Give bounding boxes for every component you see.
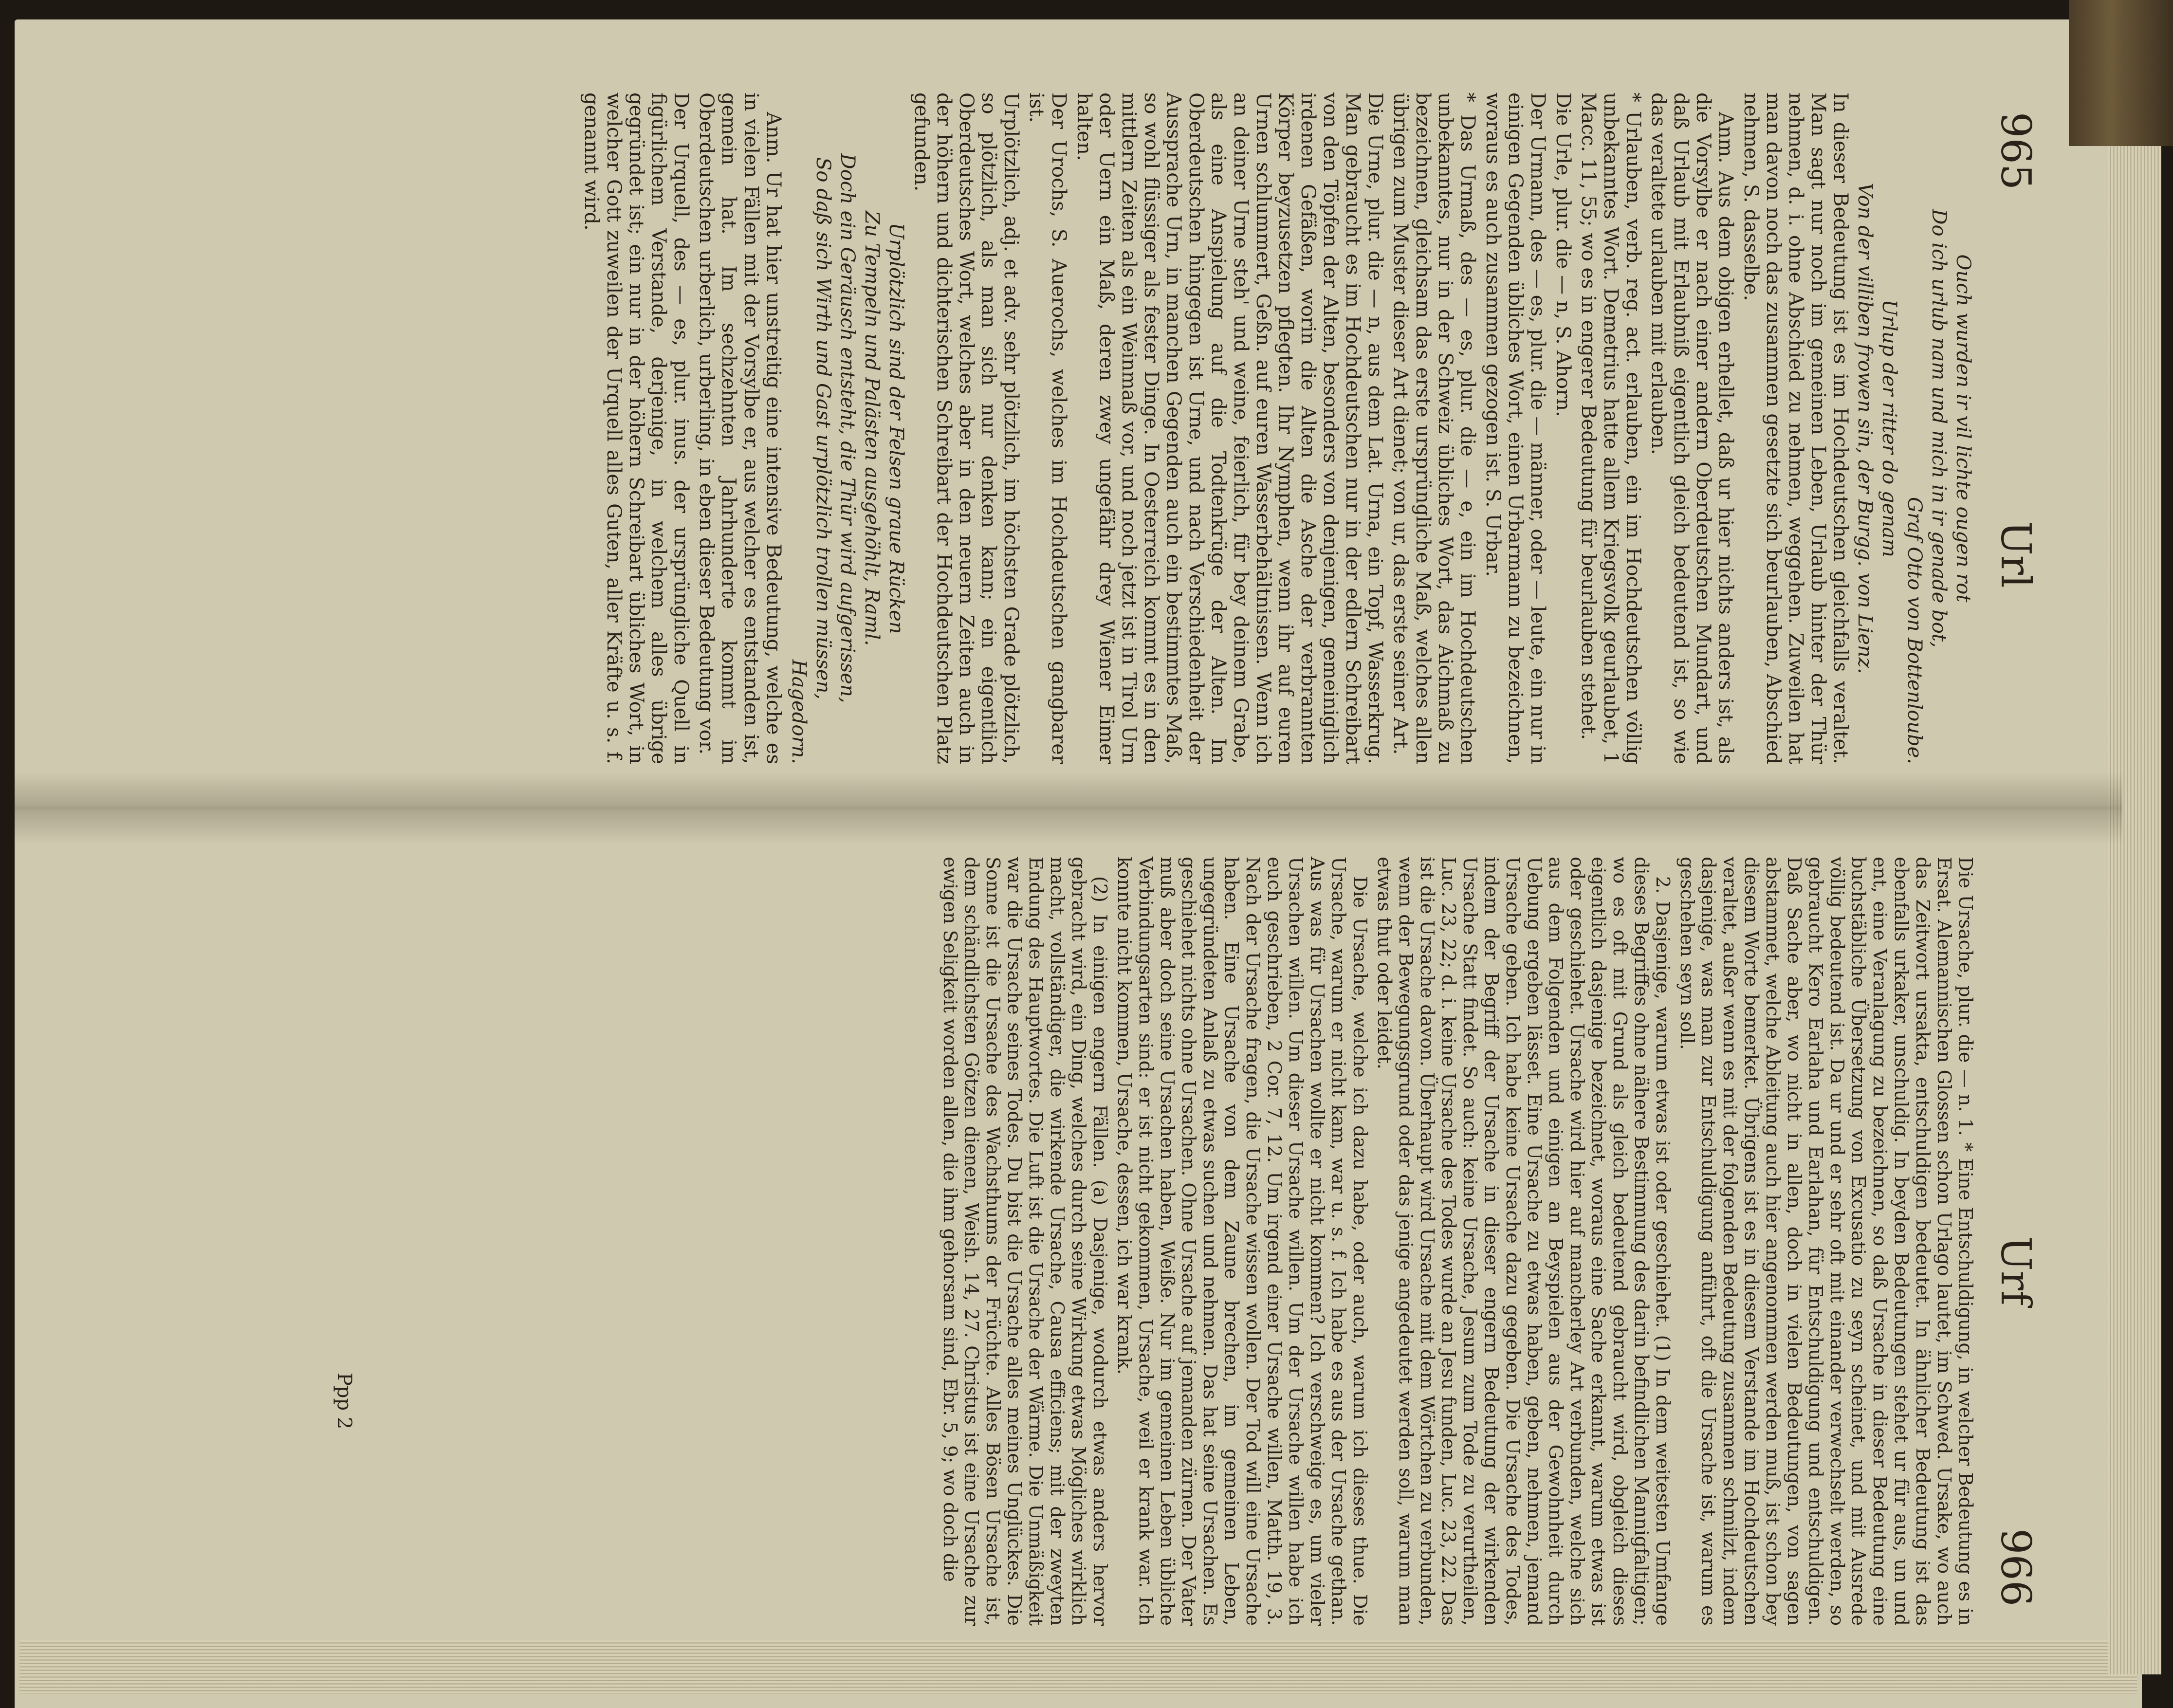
page-965-paragraph: Der Urmann, des — es, plur. die — männer, oder — leute, ein nur in einigen Gegenden übliches Wort, einen Urbarmann zu bezeichnen, woraus es auch zusammen gezogen ist. S. Urbar. xyxy=(1482,92,1549,764)
page-965-paragraph: Von der villiben frowen sin, der Burgg. von Lienz. xyxy=(1854,183,1876,674)
page-number-965: 965 xyxy=(1992,112,2040,190)
page-965-paragraph: Anm. Ur hat hier unstreitig eine intensive Bedeutung, welche es in vielen Fällen mit der Vorsylbe er, aus welcher es entstanden ist, gemein hat. Im sechzehnten Jahrhunderte kommt im Oberdeutschen urberlich, urberling, in eben dieser Bedeutung vor. xyxy=(695,92,785,764)
page-966-header xyxy=(1981,837,2040,1640)
page-965-paragraph: Doch ein Geräusch entsteht, die Thür wird aufgerissen, xyxy=(836,153,859,703)
page-965-paragraph: Urlup der ritter do genam xyxy=(1878,299,1900,557)
page-965-paragraph: Urplötzlich, adj. et adv. sehr plötzlich, im höchsten Grade plötzlich, so plötzlich, als man sich nur denken kann; ein eigentlich Oberdeutsches Wort, welches aber in den neuern Zeiten auch in der höhern und dichterischen Schreibart der Hochdeutschen Platz gefunden. xyxy=(910,92,1022,764)
page-966-paragraph: 2. Dasjenige, warum etwas ist oder geschiehet. (1) In dem weitesten Umfange dieses Begriffes ohne nähere Bestimmung des darin befindlichen Mannigfaltigen; wo es oft mit Grund als gleich bedeutend gebraucht wird, obgleich dieses eigentlich dasjenige bezeichnet, woraus eine Sache erkannt, warum etwas ist oder geschiehet. Ursache wird hier auf mancherley Art verbunden, welche sich aus dem Folgenden und einigen an Beyspielen aus der Gewohnheit durch Uebung ergeben lässet. Eine Ursache zu etwas haben, geben, nehmen, jemand Ursache geben. Ich habe keine Ursache dazu gegeben. Die Ursache des Todes, indem der Begriff der Ursache in dieser engern Bedeutung der wirkenden Ursache Statt findet. So auch: keine Ursache, Jesum zum Tode zu verurtheilen, Luc. 23, 22; d. i. keine Ursache des Todes wurde an Jesu funden, Luc. 23, 22. Das ist die Ursache davon. Überhaupt wird Ursache mit dem Wörtchen zu verbunden, wenn der Bewegungsgrund oder das jenige angedeutet werden soll, warum man etwas thut oder leidet. xyxy=(1374,857,1674,1626)
page-965-paragraph: * Das Urmaß, des — es, plur. die — e, ein im Hochdeutschen unbekanntes, nur in der Schweiz übliches Wort, das Aichmaß zu bezeichnen, gleichsam das erste ursprüngliche Maß, welches allen übrigen zum Muster dieser Art dienet; von ur, das erste seiner Art. xyxy=(1389,92,1479,764)
page-966-paragraph: Die Ursache, plur. die — n. 1. * Eine Entschuldigung, in welcher Bedeutung es in Ersat. Alemannischen Glossen schon Urlago lautet, im Schwed. Ursake, wo auch das Zeitwort ursakta, entschuldigen bedeutet. In ähnlicher Bedeutung ist das ebenfalls urkaker, unschuldig. In beyden Bedeutungen stehet ur für aus, un und ent, eine Veranlagung zu bezeichnen, so daß Ursache in dieser Bedeutung eine buchstäbliche Übersetzung von Excusatio zu seyn scheinet, und mit Ausrede völlig bedeutend ist. Da ur und er sehr oft mit einander verwechselt werden, so gebraucht Kero Earlaha und Earlahan, für Entschuldigung und entschuldigen. Daß Sache aber, wo nicht in allen, doch in vielen Bedeutungen, von sagen abstammet, welche Ableitung auch hier angenommen werden muß, ist schon bey diesem Worte bemerket. Übrigens ist es in diesem Verstande im Hochdeutschen veraltet, außer wenn es mit der folgenden Bedeutung zusammen schmilzt, indem dasjenige, was man zur Entschuldigung anführt, oft die Ursache ist, warum es geschehen seyn soll. xyxy=(1676,857,1976,1626)
page-965-paragraph: Ouch wurden ir vil lichte ougen rot xyxy=(1952,254,1974,603)
page-edges-right xyxy=(2108,19,2161,1674)
page-965-paragraph: Der Urquell, des — es, plur. inus. der ursprüngliche Quell in figürlichem Verstande, derjenige, in welchem alles übrige gegründet ist; ein nur in der höhern Schreibart übliches Wort, in welcher Gott zuweilen der Urquell alles Guten, aller Kräfte u. s. f. genannt wird. xyxy=(580,92,692,764)
page-number-966: 966 xyxy=(1992,1528,2040,1607)
page-edges-bottom xyxy=(19,1640,2137,1694)
page-965-paragraph: In dieser Bedeutung ist es im Hochdeutschen gleichfalls veraltet. Man sagt nur noch im gemeinen Leben, Urlaub hinter der Thür nehmen, d. i. ohne Abschied zu nehmen, weggehen. Zuweilen hat man davon noch das zusammen gesetzte sich beurlauben, Abschied nehmen, S. dasselbe. xyxy=(1740,92,1852,764)
page-965-paragraph: So daß sich Wirth und Gast urplötzlich trollen müssen, xyxy=(812,157,834,699)
page-965-column xyxy=(577,92,1976,764)
page-965-paragraph: Der Urochs, S. Auerochs, welches im Hochdeutschen gangbarer ist. xyxy=(1025,92,1070,764)
page-965-paragraph: Do ich urlub nam und mich in ir genade bot, xyxy=(1928,209,1950,648)
page-965-paragraph: Graf Otto von Bottenloube. xyxy=(1903,496,1926,764)
page-965-paragraph: Die Urle, plur. die — n, S. Ahorn. xyxy=(1552,92,1574,417)
running-head-965: Url xyxy=(1992,521,2040,588)
page-965-paragraph: Zu Tempeln und Palästen ausgehöhlt, Raml. xyxy=(861,211,883,646)
page-966-paragraph: Die Ursache, welche ich dazu habe, oder auch, warum ich dieses thue. Die Ursache, warum er nicht kam, war u. s. f. Ich habe es aus der Ursache gethan. Aus was für Ursachen wollte er nicht kommen? Ich verschweige es, um vieler Ursachen willen. Um dieser Ursache willen. Um der Ursache willen habe ich euch geschrieben, 2 Cor. 7, 12. Um irgend einer Ursache willen, Matth. 19, 3. Nach der Ursache fragen, die Ursache wissen wollen. Der Tod will eine Ursache haben. Eine Ursache von dem Zaune brechen, im gemeinen Leben, ungegründeten Anlaß zu etwas suchen und nehmen. Das hat seine Ursachen. Es geschiehet nichts ohne Ursachen. Ohne Ursache auf jemanden zürnen. Der Vater muß aber doch seine Ursachen haben, Weiße. Nur im gemeinen Leben übliche Verbindungsarten sind: er ist nicht gekommen, Ursache, weil er krank war. Ich konnte nicht kommen, Ursache, dessen, ich war krank. xyxy=(1114,857,1371,1626)
page-965-paragraph: Die Urne, plur. die — n, aus dem Lat. Urna, ein Topf, Wasserkrug. Man gebraucht es im Hochdeutschen nur in der edlern Schreibart von den Töpfen der Alten, besonders von denjenigen, gemeiniglich irdenen Gefäßen, worin die Alten die Asche der verbrannten Körper beyzusetzen pflegten. Ihr Nymphen, wenn ihr auf euren Urnen schlummert, Geßn. auf euren Wasserbehältnissen. Wenn ich an deiner Urne steh' und weine, feierlich, für bey deinem Grabe, als eine Anspielung auf die Todtenkrüge der Alten. Im Oberdeutschen hingegen ist Urne, und nach Verschiedenheit der Aussprache Urn, in manchen Gegenden auch ein bestimmtes Maß, so wohl flüssiger als fester Dinge. In Oesterreich kommt es in den mittlern Zeiten als ein Weinmaß vor, und noch jetzt ist in Tirol Urn oder Uern ein Maß, deren zwey ungefähr drey Wiener Eimer halten. xyxy=(1073,92,1386,764)
page-965-paragraph: * Urlauben, verb. reg. act. erlauben, ein im Hochdeutschen völlig unbekanntes Wort. Demetrius hatte allem Kriegsvolk geurlaubet, 1 Macc. 11, 55; wo es in engerer Bedeutung für beurlauben stehet. xyxy=(1577,92,1644,764)
signature-mark: Ppp 2 xyxy=(333,1373,355,1430)
page-965-container xyxy=(248,63,2040,769)
page-966-column xyxy=(937,857,1976,1626)
page-965-paragraph: Urplötzlich sind der Felsen graue Rücken xyxy=(885,222,907,634)
page-965-paragraph: Hagedorn. xyxy=(788,659,810,764)
book-binding xyxy=(2069,0,2173,146)
running-head-966: Urf xyxy=(1992,1236,2040,1306)
page-966-container xyxy=(248,837,2040,1640)
page-965-paragraph: Anm. Aus dem obigen erhellet, daß ur hier nichts anders ist, als die Vorsylbe er nach einer andern Oberdeutschen Mundart, und daß Urlaub mit Erlaubniß eigentlich gleich bedeutend ist, so wie das veraltete urlauben mit erlauben. xyxy=(1647,92,1737,764)
page-966-paragraph: (2) In einigen engern Fällen. (a) Dasjenige, wodurch etwas anders hervor gebracht wird, ein Ding, welches durch seine Wirkung etwas Mögliches wirklich macht, vollständiger, die wirkende Ursache, Causa efficiens; mit der zweyten Endung des Hauptwortes. Die Luft ist die Ursache der Wärme. Die Unmäßigkeit war die Ursache seines Todes. Du bist die Ursache alles meines Unglückes. Die Sonne ist die Ursache des Wachsthums der Früchte. Alles Bösen Ursache ist, dem schändlichsten Götzen dienen, Weish. 14, 27. Christus ist eine Ursache zur ewigen Seligkeit worden allen, die ihm gehorsam sind, Ebr. 5, 9; wo doch die xyxy=(939,857,1111,1626)
